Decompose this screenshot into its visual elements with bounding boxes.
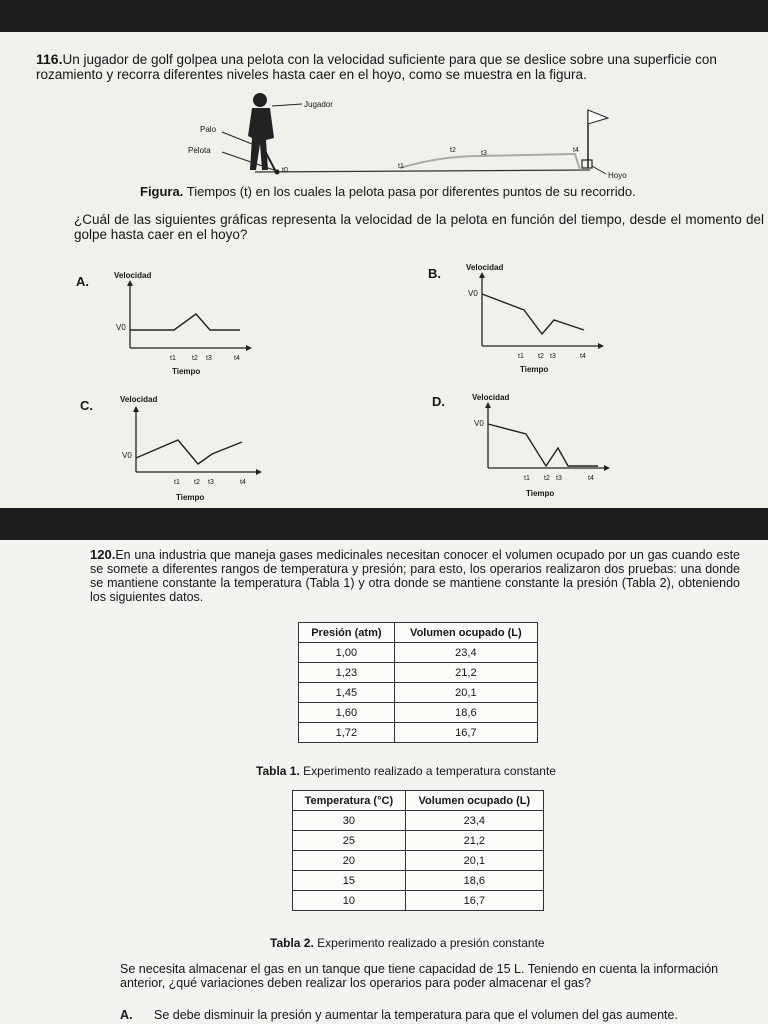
graph-c-v0: V0 [122, 451, 132, 460]
graph-option-b[interactable] [464, 260, 614, 376]
graph-c-t1: t1 [174, 479, 180, 486]
graph-c-t2: t2 [194, 479, 200, 486]
table2-cell: 23,4 [405, 811, 543, 831]
graph-b-t3: t3 [550, 353, 556, 360]
table1-cell: 1,23 [299, 663, 395, 683]
table2-header-temperature: Temperatura (°C) [293, 791, 406, 811]
q116-number: 116. [36, 51, 63, 67]
table-row [293, 831, 544, 851]
ground-line [255, 170, 590, 172]
question-116-page [0, 32, 768, 508]
q116-question: ¿Cuál de las siguientes gráficas representa la velocidad de la pelota en función del tiempo, desde el momento del golpe hasta caer en el hoyo? [74, 212, 764, 242]
table2-cell: 18,6 [405, 871, 543, 891]
graph-d-v0: V0 [474, 419, 484, 428]
table1-cell: 20,1 [394, 683, 537, 703]
graph-option-d[interactable] [470, 390, 620, 506]
table2-cell: 25 [293, 831, 406, 851]
option-a-letter[interactable]: A. [76, 274, 89, 289]
table1-cell: 16,7 [394, 723, 537, 743]
q120-option-a-letter: A. [120, 1008, 133, 1022]
q116-stem [36, 52, 761, 82]
graph-b-ylabel: Velocidad [466, 263, 504, 272]
label-t1: t1 [398, 163, 404, 170]
graph-a-t4: t4 [234, 355, 240, 362]
graph-d-ylabel: Velocidad [472, 393, 510, 402]
label-t4: t4 [573, 147, 579, 154]
label-t0: t0 [282, 167, 288, 174]
graph-c-xlabel: Tiempo [176, 493, 205, 502]
graph-b-t2: t2 [538, 353, 544, 360]
label-hole: Hoyo [608, 171, 627, 180]
graph-b-t4: t4 [580, 353, 586, 360]
graph-a-v0: V0 [116, 323, 126, 332]
table2-cell: 10 [293, 891, 406, 911]
table2-cell: 20 [293, 851, 406, 871]
table1-cell: 21,2 [394, 663, 537, 683]
table1-cell: 1,60 [299, 703, 395, 723]
table-row [299, 643, 538, 663]
graph-c-curve [136, 440, 242, 464]
q120-option-a[interactable] [120, 1008, 740, 1023]
q120-option-a-text: Se debe disminuir la presión y aumentar la temperatura para que el volumen del gas aumente. [154, 1008, 678, 1022]
table-row [293, 811, 544, 831]
option-b-letter[interactable]: B. [428, 266, 441, 281]
graph-c-t3: t3 [208, 479, 214, 486]
graph-option-c[interactable] [116, 392, 270, 508]
graph-d-curve [488, 424, 598, 466]
ball-dot [275, 170, 280, 175]
graph-a-t3: t3 [206, 355, 212, 362]
graph-d-t3: t3 [556, 475, 562, 482]
option-d-letter[interactable]: D. [432, 394, 445, 409]
graph-c-ylabel: Velocidad [120, 395, 158, 404]
graph-c-t4: t4 [240, 479, 246, 486]
label-ball: Pelota [188, 146, 211, 155]
question-120-page [0, 540, 768, 1024]
table2-cell: 15 [293, 871, 406, 891]
table1-header-pressure: Presión (atm) [299, 623, 395, 643]
table1-header-volume: Volumen ocupado (L) [394, 623, 537, 643]
table-1-caption-label: Tabla 1. [256, 764, 300, 778]
graph-a-t2: t2 [192, 355, 198, 362]
graph-option-a[interactable] [112, 268, 262, 378]
hole-marker [582, 160, 592, 168]
table2-cell: 21,2 [405, 831, 543, 851]
graph-a-t1: t1 [170, 355, 176, 362]
graph-a-xlabel: Tiempo [172, 367, 201, 376]
table-row [299, 663, 538, 683]
graph-d-t2: t2 [544, 475, 550, 482]
graph-b-curve [482, 294, 584, 334]
graph-b-t1: t1 [518, 353, 524, 360]
graph-d-t4: t4 [588, 475, 594, 482]
table-1-caption-text: Experimento realizado a temperatura constante [303, 764, 556, 778]
table1-cell: 23,4 [394, 643, 537, 663]
q120-stem-text: En una industria que maneja gases medicinales necesitan conocer el volumen ocupado por un gas cuando este se somete a diferentes rangos de temperatura y presión; para esto, los operarios realizaron dos pruebas: una donde se mantiene constante la temperatura (Tabla 1) y otra donde se mantiene constante la presión (Tabla 2), obteniendo los siguientes datos. [90, 548, 740, 604]
flag-icon [588, 110, 608, 168]
graph-a-ylabel: Velocidad [114, 271, 152, 280]
table-1-pressure-volume [298, 622, 538, 743]
table-row [293, 891, 544, 911]
table2-cell: 30 [293, 811, 406, 831]
label-club: Palo [200, 125, 217, 134]
table-row [299, 703, 538, 723]
q120-number: 120. [90, 547, 116, 562]
table-2-caption-text: Experimento realizado a presión constante [317, 936, 545, 950]
table-2-caption-label: Tabla 2. [270, 936, 314, 950]
label-t2: t2 [450, 147, 456, 154]
option-c-letter[interactable]: C. [80, 398, 93, 413]
golfer-silhouette [248, 93, 276, 172]
table-2-temperature-volume [292, 790, 544, 911]
q116-stem-text: Un jugador de golf golpea una pelota con la velocidad suficiente para que se deslice sobre una superficie con rozamiento y recorra diferentes niveles hasta caer en el hoyo, como se muestra en la figura. [36, 52, 717, 82]
figure-caption [140, 184, 740, 199]
table1-cell: 1,72 [299, 723, 395, 743]
table-row [293, 871, 544, 891]
label-t3: t3 [481, 150, 487, 157]
table-2-caption [270, 936, 545, 950]
table1-cell: 1,45 [299, 683, 395, 703]
q120-stem [90, 548, 740, 604]
table2-cell: 16,7 [405, 891, 543, 911]
graph-d-xlabel: Tiempo [526, 489, 555, 498]
graph-b-v0: V0 [468, 289, 478, 298]
figure-caption-label: Figura. [140, 184, 184, 199]
table2-header-volume: Volumen ocupado (L) [405, 791, 543, 811]
graph-a-curve [130, 314, 240, 330]
figure-caption-text: Tiempos (t) en los cuales la pelota pasa por diferentes puntos de su recorrido. [186, 184, 636, 199]
golf-figure [180, 90, 640, 182]
table-1-caption [256, 764, 556, 778]
table1-cell: 1,00 [299, 643, 395, 663]
graph-b-xlabel: Tiempo [520, 365, 549, 374]
label-player: Jugador [304, 100, 333, 109]
table1-cell: 18,6 [394, 703, 537, 723]
table2-cell: 20,1 [405, 851, 543, 871]
terrain-step [400, 154, 580, 170]
table-row [299, 723, 538, 743]
graph-d-t1: t1 [524, 475, 530, 482]
table-row [299, 683, 538, 703]
q120-question: Se necesita almacenar el gas en un tanque que tiene capacidad de 15 L. Teniendo en cuenta la información anterior, ¿qué variaciones deben realizar los operarios para poder almacenar el gas? [120, 962, 719, 990]
table-row [293, 851, 544, 871]
